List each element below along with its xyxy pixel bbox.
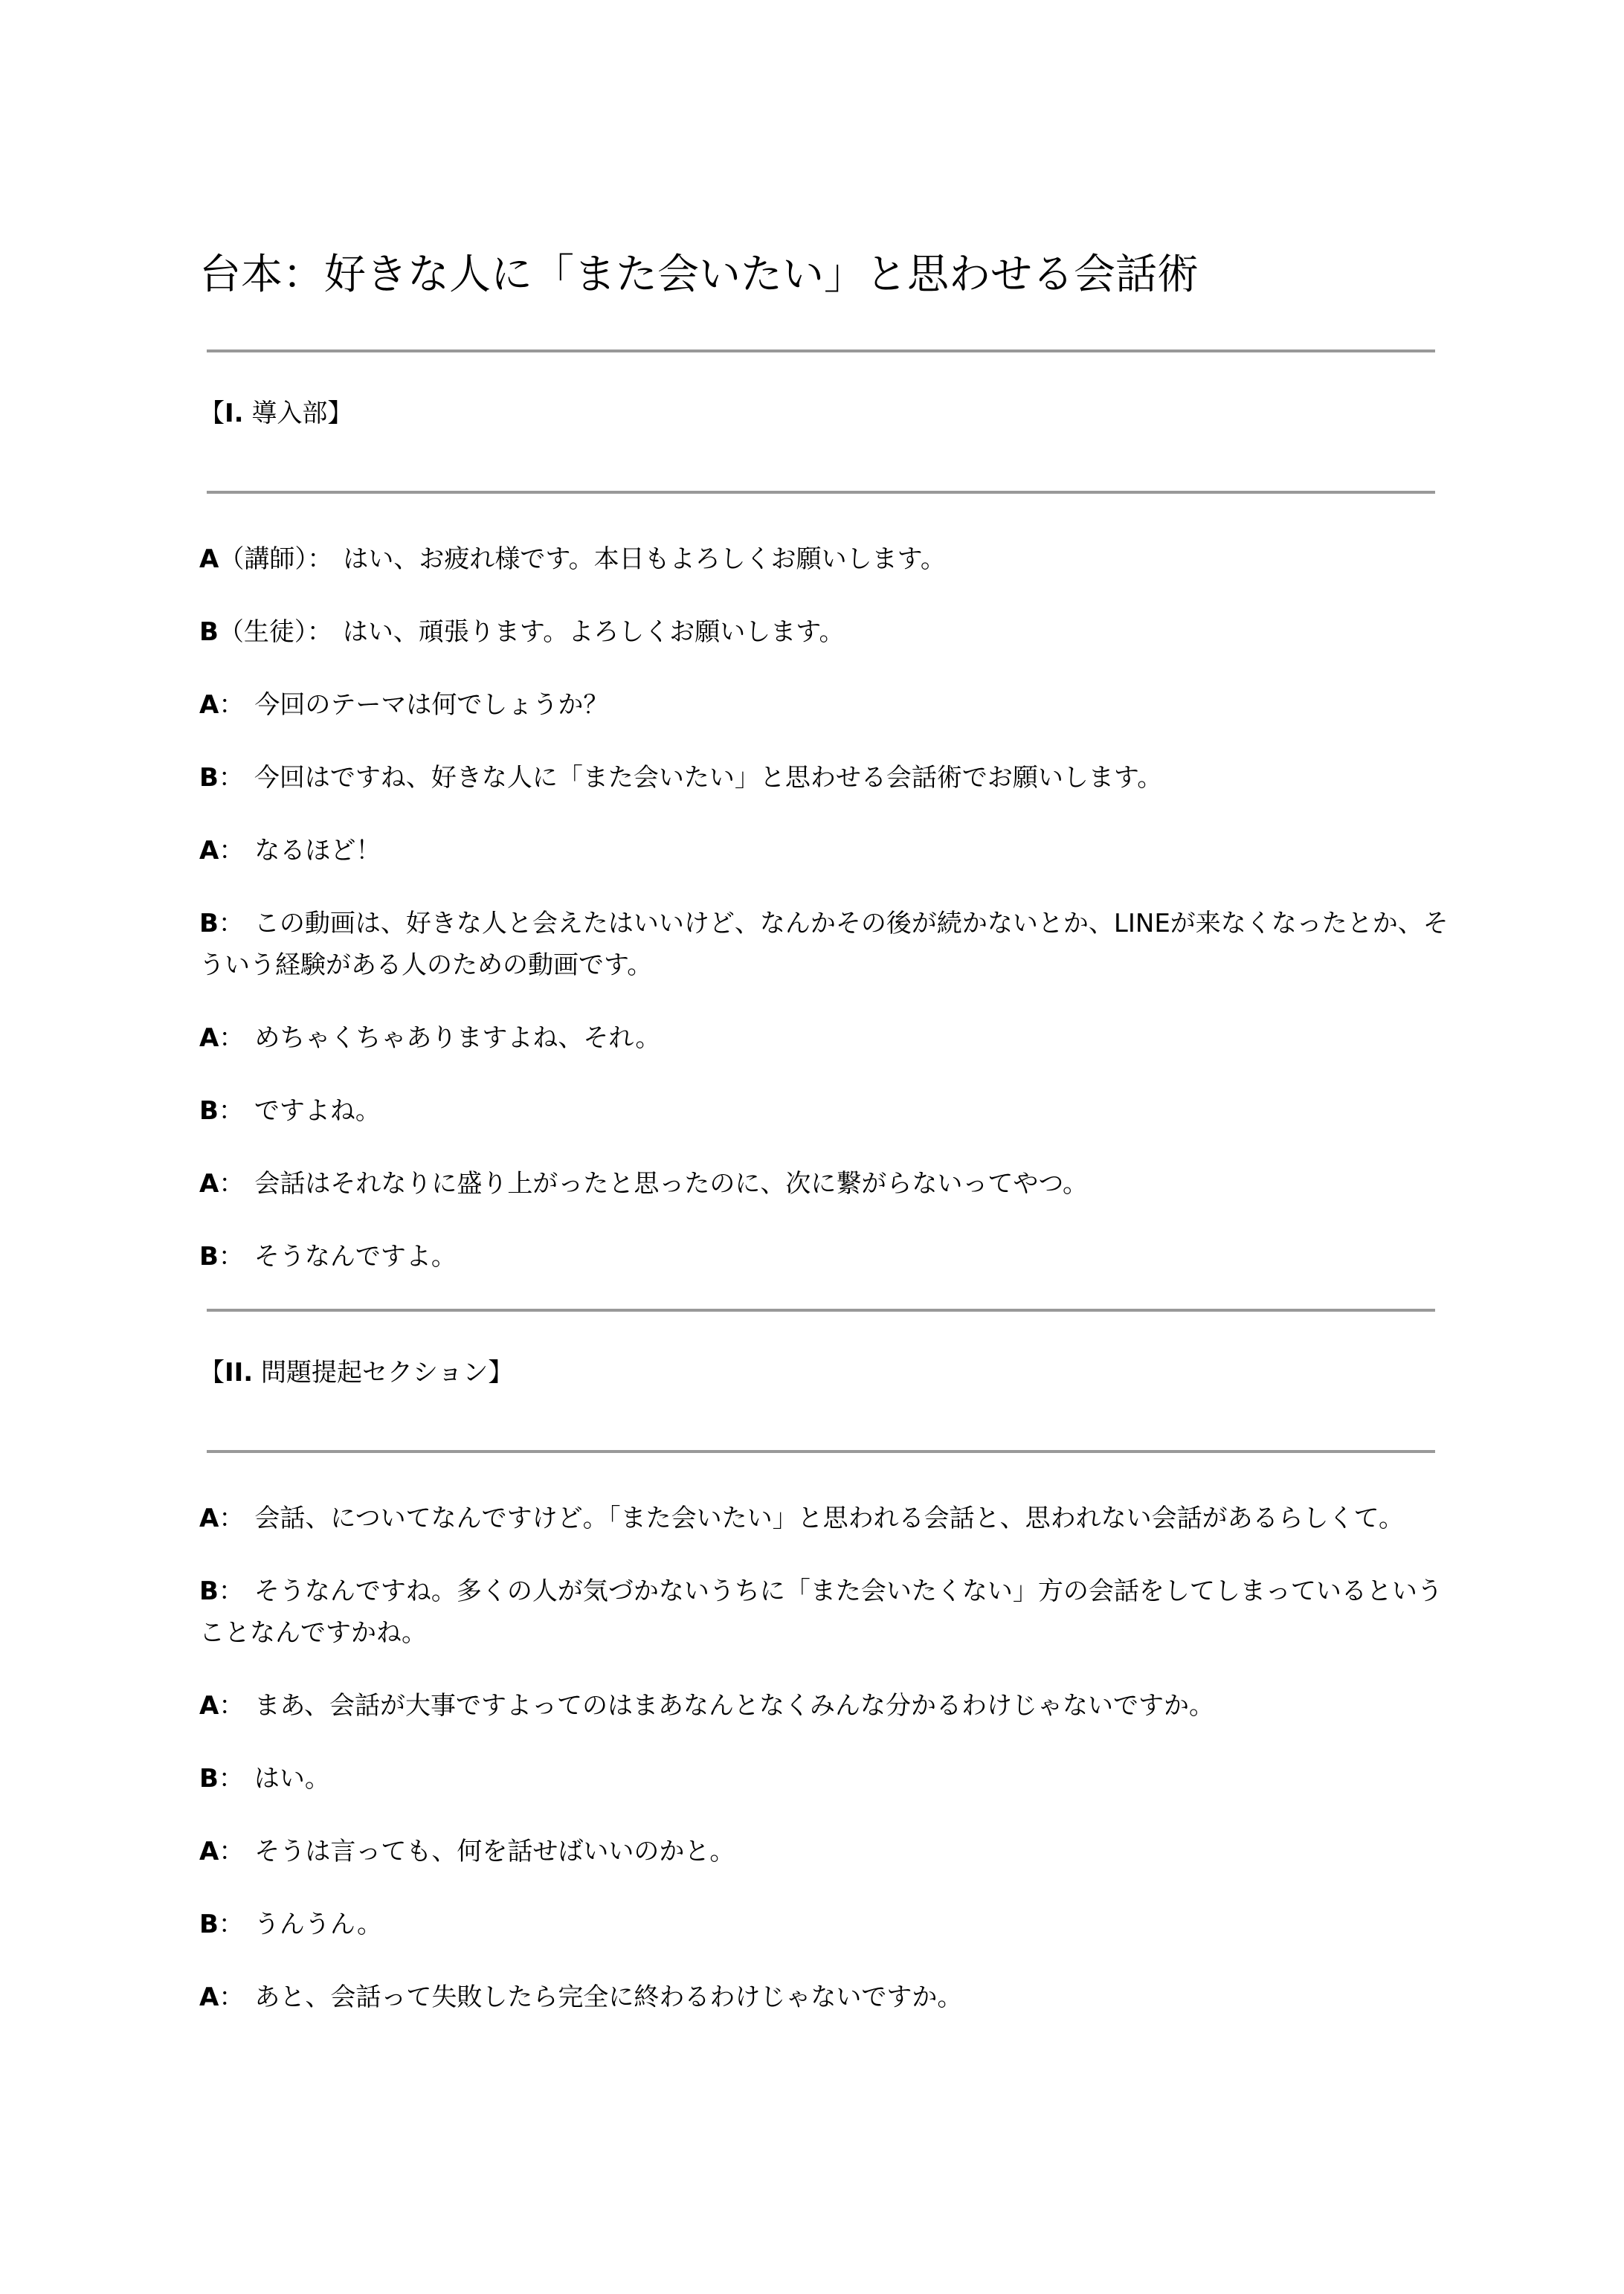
utterance-text: めちゃくちゃありますよね、それ。 (254, 1023, 661, 1053)
speaker-label: B (199, 1096, 219, 1126)
speaker-colon: ： (307, 544, 333, 574)
dialogue-line (199, 1758, 1449, 1800)
speaker-colon: ： (218, 1096, 244, 1126)
section-divider-top (207, 349, 1435, 352)
dialogue-line (199, 1976, 1449, 2018)
heading-close-bracket: 】 (488, 1358, 514, 1388)
speaker-label: B (199, 1242, 219, 1272)
utterance-text: 今回のテーマは何でしょうか？ (254, 690, 609, 720)
dialogue-line (199, 1831, 1449, 1872)
heading-open-bracket: 【 (199, 1358, 225, 1388)
speaker-colon: ： (218, 1242, 244, 1272)
dialogue-line (199, 1163, 1449, 1205)
speaker-colon: ： (219, 1982, 245, 2012)
dialogue-line (199, 1498, 1449, 1539)
speaker-colon: ： (219, 1691, 245, 1721)
section-divider-bottom (207, 1450, 1435, 1453)
dialogue-list (199, 1498, 1443, 2018)
dialogue-line (199, 611, 1449, 653)
utterance-text: まあ、会話が大事ですよってのはまあなんとなくみんな分かるわけじゃないですか。 (254, 1691, 1214, 1721)
dialogue-line (199, 1904, 1449, 1945)
speaker-label: A (199, 1169, 219, 1199)
section-heading (199, 1352, 1438, 1394)
utterance-text: そうなんですね。多くの人が気づかないうちに「また会いたくない」方の会話をしてしまっているということなんですかね。 (199, 1576, 1443, 1648)
dialogue-line (199, 538, 1449, 580)
utterance-text: 会話はそれなりに盛り上がったと思ったのに、次に繋がらないってやつ。 (254, 1169, 1088, 1199)
document-body (199, 349, 1449, 2018)
speaker-colon: ： (218, 1576, 244, 1606)
utterance-text: はい、お疲れ様です。本日もよろしくお願いします。 (343, 544, 946, 574)
document-title: 台本：好きな人に「また会いたい」と思わせる会話術 (199, 251, 1199, 299)
heading-text: 導入部 (243, 399, 328, 428)
utterance-text: この動画は、好きな人と会えたはいいけど、なんかその後が続かないとか、LINEが来なくなったとか、そういう経験がある人のための動画です。 (199, 909, 1449, 980)
heading-number: II. (225, 1358, 254, 1388)
dialogue-list (199, 538, 1449, 1278)
speaker-role: （講師） (219, 544, 308, 574)
dialogue-line (199, 757, 1449, 799)
dialogue-line (199, 1017, 1449, 1059)
heading-close-bracket: 】 (327, 399, 353, 428)
section-2 (199, 1309, 1443, 2018)
dialogue-line (199, 830, 1449, 871)
speaker-label: A (199, 544, 219, 574)
speaker-label: B (199, 1910, 219, 1939)
speaker-label: A (199, 690, 219, 720)
utterance-text: はい。 (254, 1764, 330, 1794)
speaker-role: （生徒） (218, 617, 307, 647)
utterance-text: そうは言っても、何を話せばいいのかと。 (254, 1837, 735, 1866)
speaker-colon: ： (219, 1023, 245, 1053)
utterance-text: なるほど！ (254, 836, 381, 866)
heading-open-bracket: 【 (199, 399, 225, 428)
section-1 (199, 349, 1449, 1278)
section-heading (199, 393, 1438, 434)
heading-number: I. (225, 399, 244, 428)
dialogue-line (199, 684, 1449, 726)
speaker-colon: ： (218, 909, 244, 938)
speaker-label: B (199, 763, 219, 793)
speaker-label: A (199, 1837, 219, 1866)
speaker-label: B (199, 617, 219, 647)
speaker-label: A (199, 1504, 219, 1533)
utterance-text: そうなんですよ。 (254, 1242, 457, 1272)
section-divider-top (207, 1309, 1435, 1312)
speaker-colon: ： (218, 763, 244, 793)
section-divider-bottom (207, 491, 1435, 494)
speaker-colon: ： (218, 1910, 244, 1939)
speaker-label: A (199, 836, 219, 866)
speaker-colon: ： (218, 1764, 244, 1794)
dialogue-line (199, 1090, 1449, 1132)
speaker-colon: ： (219, 690, 245, 720)
speaker-label: B (199, 1576, 219, 1606)
speaker-label: B (199, 909, 219, 938)
utterance-text: 会話、についてなんですけど。「また会いたい」と思われる会話と、思われない会話があるらしくて。 (254, 1504, 1404, 1533)
utterance-text: ですよね。 (254, 1096, 381, 1126)
speaker-colon: ： (219, 1169, 245, 1199)
dialogue-line (199, 1236, 1449, 1278)
speaker-colon: ： (306, 617, 332, 647)
utterance-text: 今回はですね、好きな人に「また会いたい」と思わせる会話術でお願いします。 (254, 763, 1163, 793)
speaker-label: A (199, 1023, 219, 1053)
speaker-label: A (199, 1691, 219, 1721)
speaker-colon: ： (219, 1504, 245, 1533)
speaker-colon: ： (219, 836, 245, 866)
speaker-label: B (199, 1764, 219, 1794)
speaker-colon: ： (219, 1837, 245, 1866)
dialogue-line (199, 903, 1449, 986)
dialogue-line (199, 1685, 1449, 1727)
utterance-text: うんうん。 (254, 1910, 382, 1939)
dialogue-line (199, 1570, 1449, 1654)
heading-text: 問題提起セクション (253, 1358, 489, 1388)
speaker-label: A (199, 1982, 219, 2012)
utterance-text: あと、会話って失敗したら完全に終わるわけじゃないですか。 (254, 1982, 963, 2012)
utterance-text: はい、頑張ります。よろしくお願いします。 (342, 617, 845, 647)
